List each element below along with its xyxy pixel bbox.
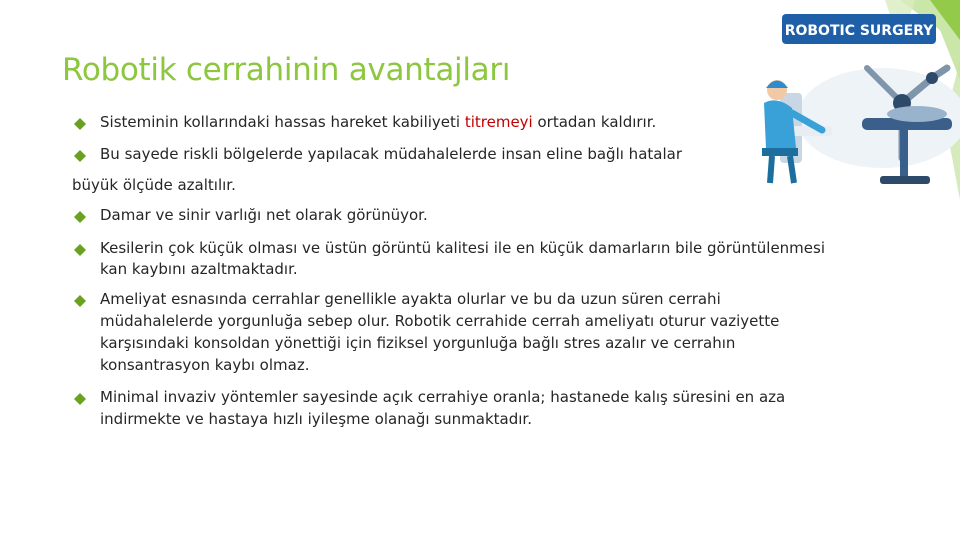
- bullet-1-pre: Sisteminin kollarındaki hassas hareket kabiliyeti: [100, 113, 465, 131]
- slide-title: Robotik cerrahinin avantajları: [62, 52, 511, 88]
- bullet-6-line-2: indirmekte ve hastaya hızlı iyileşme olanağı sunmaktadır.: [100, 410, 532, 428]
- banner-text: ROBOTIC SURGERY: [784, 23, 934, 39]
- bullet-4-line-1: Kesilerin çok küçük olması ve üstün görüntü kalitesi ile en küçük damarların bile görüntülenmesi: [100, 239, 826, 257]
- diamond-bullet-icon: [74, 211, 86, 223]
- bullet-5-line-4: konsantrasyon kaybı olmaz.: [100, 356, 310, 374]
- diamond-bullet-icon: [74, 295, 86, 307]
- bullet-2-line-2: büyük ölçüde azaltılır.: [72, 176, 236, 194]
- bullet-1-text: [100, 112, 656, 133]
- bullet-5-line-2: müdahalelerde yorgunluğa sebep olur. Robotik cerrahide cerrah ameliyatı oturur vaziyette: [100, 312, 780, 330]
- diamond-bullet-icon: [74, 393, 86, 405]
- bullet-4-line-2: kan kaybını azaltmaktadır.: [100, 260, 298, 278]
- bullet-5-line-3: karşısındaki konsoldan yönettiği için fiziksel yorgunluğa bağlı stres azalır ve cerrahın: [100, 334, 736, 352]
- diamond-bullet-icon: [74, 150, 86, 162]
- bullet-2-line-1: Bu sayede riskli bölgelerde yapılacak müdahalelerde insan eline bağlı hatalar: [100, 145, 682, 163]
- diamond-bullet-icon: [74, 118, 86, 130]
- bullet-6-line-1: Minimal invaziv yöntemler sayesinde açık cerrahiye oranla; hastanede kalış süresini en aza: [100, 388, 786, 406]
- bullet-5-line-1: Ameliyat esnasında cerrahlar genellikle ayakta olurlar ve bu da uzun süren cerrahi: [100, 290, 721, 308]
- robotic-surgery-illustration: [752, 8, 960, 208]
- bullet-3-line-1: Damar ve sinir varlığı net olarak görünüyor.: [100, 206, 428, 224]
- bullet-1-post: ortadan kaldırır.: [532, 113, 657, 131]
- bullet-1-highlight: titremeyi: [464, 113, 533, 131]
- diamond-bullet-icon: [74, 244, 86, 256]
